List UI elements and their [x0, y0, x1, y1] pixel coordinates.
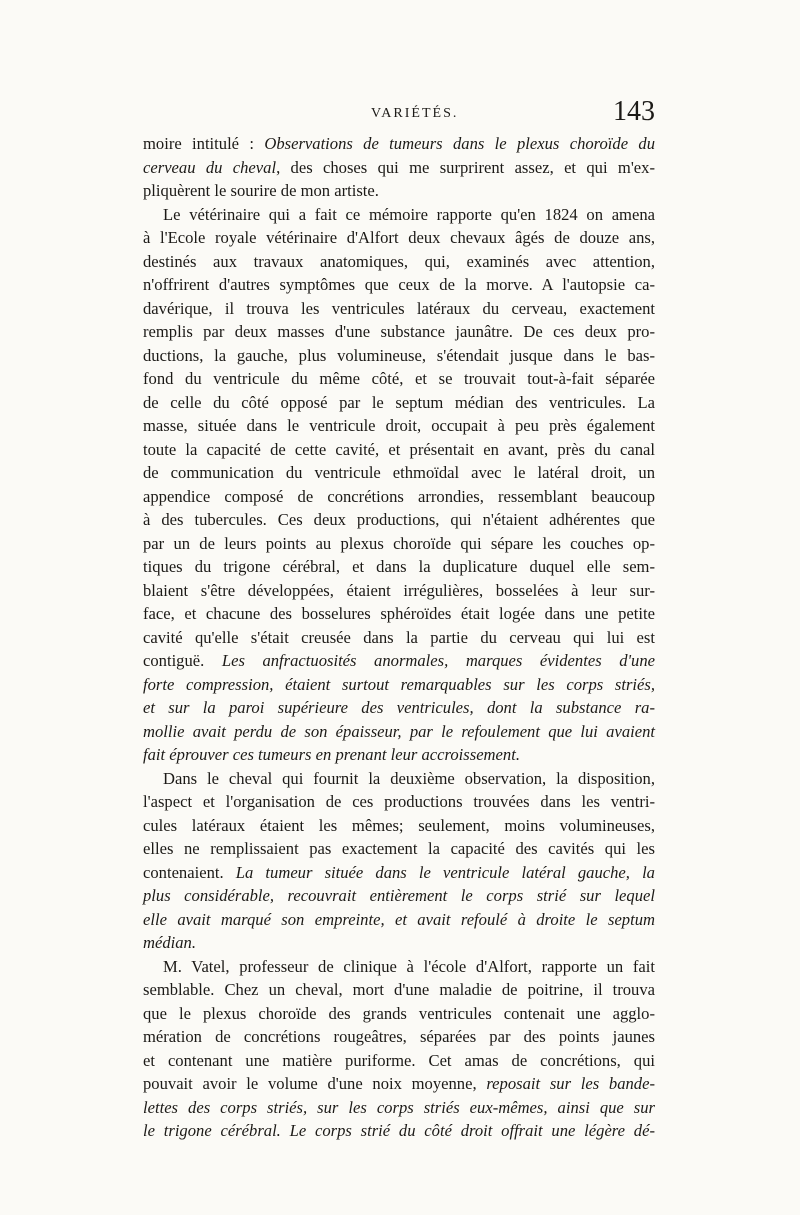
roman-run: de celle du côté opposé par le septum médian des ventricules. La — [143, 392, 655, 412]
text-line — [143, 414, 655, 438]
roman-run: contenaient. — [143, 862, 236, 882]
running-head: VARIÉTÉS. — [371, 106, 459, 121]
text-line — [143, 273, 655, 297]
roman-run: , des choses qui me surprirent assez, et qui m'ex- — [276, 157, 655, 177]
text-line — [143, 814, 655, 838]
italic-run: et sur la paroi supérieure des ventricules, dont la substance ra- — [143, 698, 655, 717]
italic-run: plus considérable, recouvrait entièrement le corps strié sur lequel — [143, 886, 655, 905]
roman-run: masse, située dans le ventricule droit, occupait à peu près également — [143, 416, 655, 435]
text-line — [143, 532, 655, 556]
roman-run: pliquèrent le sourire de mon artiste. — [143, 181, 379, 200]
text-line — [143, 720, 655, 744]
text-line — [143, 156, 655, 180]
roman-run: que le plexus choroïde des grands ventricules contenait une agglo- — [143, 1003, 655, 1023]
roman-run: semblable. Chez un cheval, mort d'une maladie de poitrine, il trouva — [143, 980, 655, 999]
text-line — [143, 1049, 655, 1073]
roman-run: tiques du trigone cérébral, et dans la duplicature duquel elle sem- — [143, 557, 655, 576]
italic-run: forte compression, étaient surtout remarquables sur les corps striés, — [143, 674, 655, 694]
text-line — [143, 1002, 655, 1026]
roman-run: de communication du ventricule ethmoïdal avec le latéral droit, un — [143, 463, 655, 482]
text-line — [143, 861, 655, 885]
text-line — [143, 696, 655, 720]
text-line — [143, 485, 655, 509]
page-header — [143, 96, 655, 130]
text-line — [143, 673, 655, 697]
text-line — [143, 1119, 655, 1143]
roman-run: l'aspect et l'organisation de ces productions trouvées dans les ventri- — [143, 792, 655, 811]
italic-run: mollie avait perdu de son épaisseur, par le refoulement que lui avaient — [143, 721, 655, 741]
text-line — [143, 602, 655, 626]
italic-run: Observations de tumeurs dans le plexus choroïde du — [264, 134, 655, 153]
roman-run: fond du ventricule du même côté, et se trouvait tout-à-fait séparée — [143, 369, 655, 388]
text-line — [143, 743, 655, 767]
text-line — [143, 438, 655, 462]
roman-run: moire intitulé : — [143, 134, 265, 153]
roman-run: appendice composé de concrétions arrondies, ressemblant beaucoup — [143, 486, 655, 506]
text-line — [143, 367, 655, 391]
roman-run: mération de concrétions rougeâtres, séparées par des points jaunes — [143, 1027, 655, 1046]
text-line — [143, 391, 655, 415]
roman-run: M. Vatel, professeur de clinique à l'école d'Alfort, rapporte un fait — [163, 956, 655, 976]
roman-run: cavité qu'elle s'était creusée dans la partie du cerveau qui lui est — [143, 627, 655, 647]
text-line — [143, 579, 655, 603]
italic-run: La tumeur située dans le ventricule latéral gauche, la — [235, 862, 655, 882]
roman-run: toute la capacité de cette cavité, et présentait en avant, près du canal — [143, 439, 655, 459]
roman-run: n'offrirent d'autres symptômes que ceux de la morve. A l'autopsie ca- — [143, 275, 655, 294]
text-line — [143, 250, 655, 274]
text-line — [143, 344, 655, 368]
text-line — [143, 790, 655, 814]
roman-run: Le vétérinaire qui a fait ce mémoire rapporte qu'en 1824 on amena — [163, 204, 655, 224]
italic-run: lettes des corps striés, sur les corps striés eux-mêmes, ainsi que sur — [143, 1097, 655, 1117]
italic-run: Les anfractuosités anormales, marques évidentes d'une — [221, 651, 656, 670]
text-line — [143, 132, 655, 156]
text-line — [143, 626, 655, 650]
italic-run: elle avait marqué son empreinte, et avait refoulé à droite le septum — [143, 909, 655, 929]
text-line — [143, 837, 655, 861]
italic-run: le trigone cérébral. Le corps strié du côté droit offrait une légère dé- — [143, 1121, 655, 1140]
text-line — [143, 226, 655, 250]
roman-run: davérique, il trouva les ventricules latéraux du cerveau, exactement — [143, 298, 655, 318]
roman-run: blaient s'être développées, étaient irrégulières, bosselées à leur sur- — [143, 580, 655, 600]
text-line — [143, 649, 655, 673]
text-line — [143, 1096, 655, 1120]
roman-run: destinés aux travaux anatomiques, qui, examinés avec attention, — [143, 251, 655, 271]
roman-run: cules latéraux étaient les mêmes; seulement, moins volumineuses, — [143, 815, 655, 835]
text-line — [143, 884, 655, 908]
text-line — [143, 908, 655, 932]
text-line — [143, 955, 655, 979]
body-text — [143, 132, 655, 1143]
roman-run: à des tubercules. Ces deux productions, qui n'étaient adhérentes que — [143, 510, 655, 529]
roman-run: contiguë. — [143, 651, 222, 670]
text-line — [143, 461, 655, 485]
text-line — [143, 767, 655, 791]
roman-run: face, et chacune des bosselures sphéroïdes était logée dans une petite — [143, 604, 655, 623]
text-line — [143, 978, 655, 1002]
italic-run: reposait sur les bande- — [486, 1074, 655, 1093]
text-line — [143, 931, 655, 955]
roman-run: ductions, la gauche, plus volumineuse, s'étendait jusque dans le bas- — [143, 345, 655, 365]
text-line — [143, 203, 655, 227]
roman-run: pouvait avoir le volume d'une noix moyenne, — [143, 1074, 487, 1093]
text-line — [143, 1025, 655, 1049]
italic-run: fait éprouver ces tumeurs en prenant leur accroissement. — [143, 745, 520, 764]
page-number: 143 — [613, 96, 655, 127]
text-line — [143, 1072, 655, 1096]
roman-run: elles ne remplissaient pas exactement la capacité des cavités qui les — [143, 839, 655, 858]
roman-run: remplis par deux masses d'une substance jaunâtre. De ces deux pro- — [143, 322, 655, 341]
roman-run: Dans le cheval qui fournit la deuxième observation, la disposition, — [163, 768, 655, 788]
italic-run: médian. — [143, 933, 196, 952]
text-line — [143, 508, 655, 532]
roman-run: à l'Ecole royale vétérinaire d'Alfort deux chevaux âgés de douze ans, — [143, 228, 655, 247]
roman-run: et contenant une matière puriforme. Cet amas de concrétions, qui — [143, 1050, 655, 1070]
text-line — [143, 179, 655, 203]
text-line — [143, 555, 655, 579]
italic-run: cerveau du cheval — [143, 157, 277, 177]
roman-run: par un de leurs points au plexus choroïde qui sépare les couches op- — [143, 533, 655, 553]
text-line — [143, 297, 655, 321]
text-line — [143, 320, 655, 344]
